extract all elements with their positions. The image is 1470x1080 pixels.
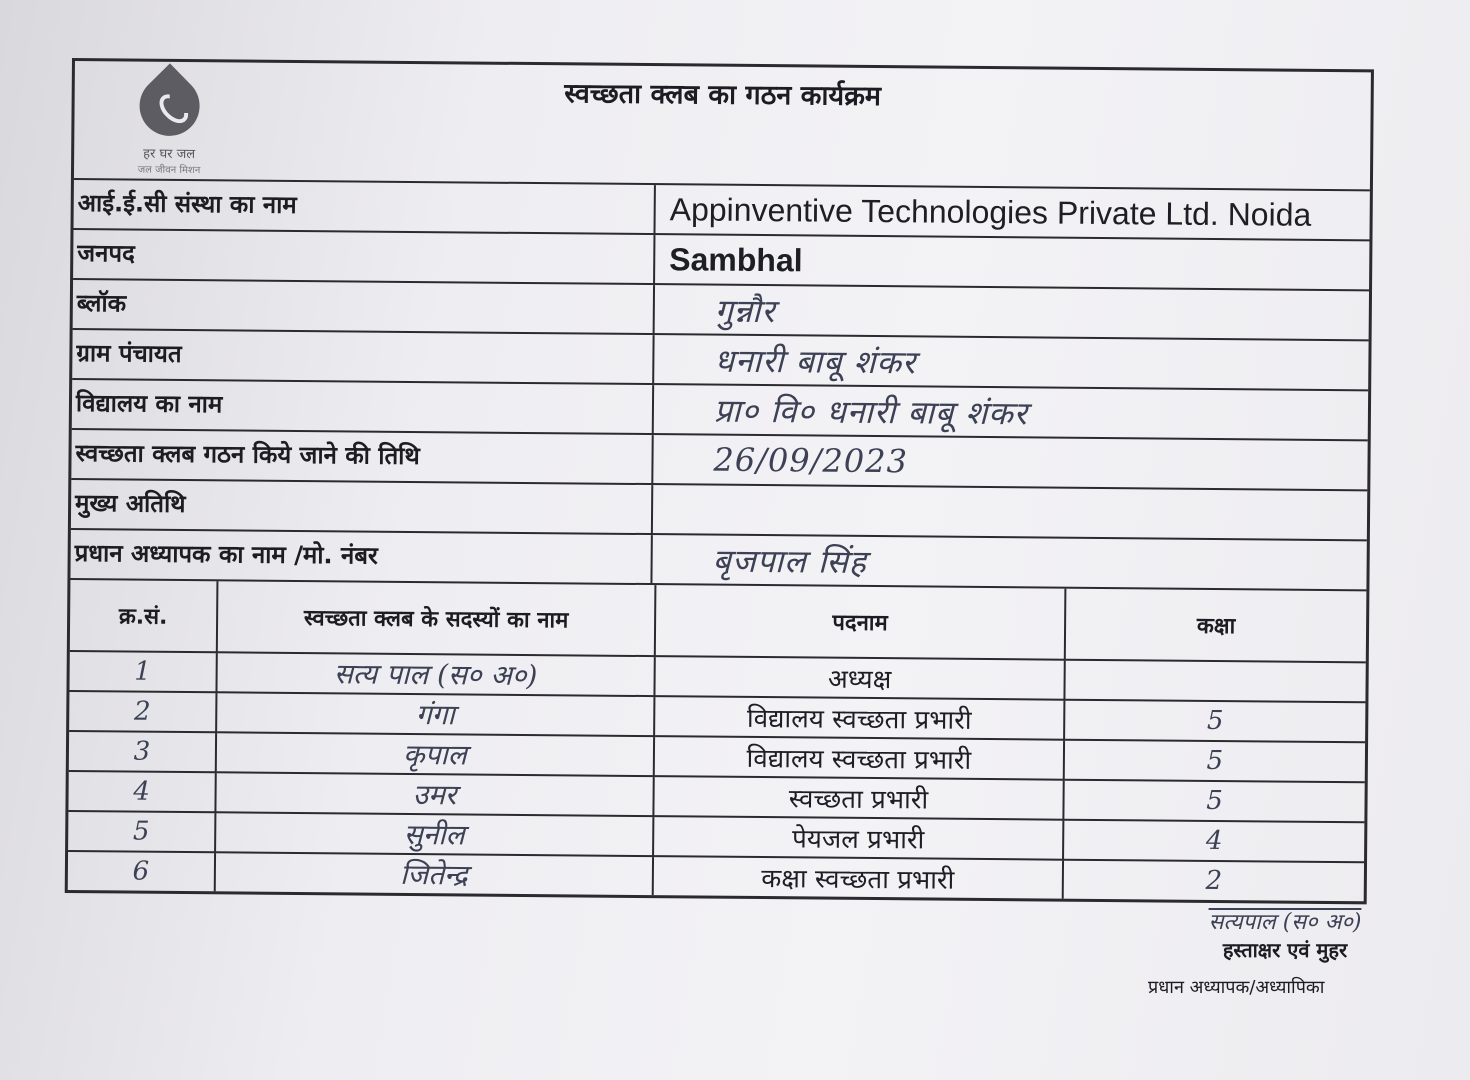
field-label: विद्यालय का नाम xyxy=(72,380,654,433)
signature-label: हस्ताक्षर एवं मुहर xyxy=(1222,938,1348,962)
signature-designation: प्रधान अध्यापक/अध्यापिका xyxy=(1148,977,1325,998)
signature-block xyxy=(1140,906,1430,999)
class-cell: 5 xyxy=(1063,780,1364,823)
field-label: ब्लॉक xyxy=(73,280,655,333)
logo-text-line1: हर घर जल xyxy=(143,146,196,163)
field-value: Appinventive Technologies Private Ltd. Noida xyxy=(669,190,1312,233)
member-name-cell: उमर xyxy=(215,772,653,816)
header-class: कक्षा xyxy=(1065,589,1367,663)
designation-cell: विद्यालय स्वच्छता प्रभारी xyxy=(654,736,1064,780)
member-name-cell: गंगा xyxy=(216,692,654,736)
class-cell: 5 xyxy=(1064,700,1365,743)
serial-number-cell: 4 xyxy=(68,771,215,812)
handwritten-signature: सत्यपाल (स० अ०) xyxy=(1208,910,1362,935)
form-title: स्वच्छता क्लब का गठन कार्यक्रम xyxy=(564,78,882,113)
class-cell: 4 xyxy=(1063,820,1364,863)
field-label: ग्राम पंचायत xyxy=(72,330,654,383)
serial-number-cell: 1 xyxy=(69,651,216,692)
header-member-name: स्वच्छता क्लब के सदस्यों का नाम xyxy=(217,581,656,656)
field-label: मुख्य अतिथि xyxy=(71,480,653,533)
field-value: Sambhal xyxy=(669,240,803,278)
form-header xyxy=(74,61,1371,191)
field-value: 26/09/2023 xyxy=(713,440,909,481)
field-label: आई.ई.सी संस्था का नाम xyxy=(74,180,656,233)
serial-number-cell: 6 xyxy=(68,851,215,891)
members-table-body xyxy=(68,651,1366,901)
class-cell: 5 xyxy=(1064,740,1365,783)
designation-cell: पेयजल प्रभारी xyxy=(653,816,1063,860)
field-value: गुन्नौर xyxy=(714,291,776,330)
serial-number-cell: 5 xyxy=(68,811,215,852)
designation-cell: अध्यक्ष xyxy=(654,656,1064,700)
member-name-cell: जितेन्द्र xyxy=(215,852,653,895)
field-label: जनपद xyxy=(73,230,655,283)
class-cell: 2 xyxy=(1063,860,1364,902)
members-table xyxy=(68,580,1367,901)
field-value: प्रा० वि० धनारी बाबू शंकर xyxy=(713,391,1029,432)
designation-cell: विद्यालय स्वच्छता प्रभारी xyxy=(654,696,1064,740)
member-name-cell: कृपाल xyxy=(216,732,654,776)
members-table-header-row xyxy=(70,580,1367,662)
designation-cell: स्वच्छता प्रभारी xyxy=(653,776,1063,820)
class-cell xyxy=(1064,660,1365,703)
field-value: बृजपाल सिंह xyxy=(712,541,868,581)
header-serial: क्र.सं. xyxy=(70,580,218,652)
field-label: प्रधान अध्यापक का नाम /मो. नंबर xyxy=(70,530,652,583)
logo-text-line2: जल जीवन मिशन xyxy=(137,164,201,177)
header-designation: पदनाम xyxy=(655,585,1066,660)
form-fields xyxy=(70,180,1369,591)
serial-number-cell: 2 xyxy=(69,691,216,732)
field-label: स्वच्छता क्लब गठन किये जाने की तिथि xyxy=(71,430,653,483)
member-name-cell: सत्य पाल (स० अ०) xyxy=(216,652,654,696)
serial-number-cell: 3 xyxy=(69,731,216,772)
club-formation-form xyxy=(65,58,1374,904)
designation-cell: कक्षा स्वच्छता प्रभारी xyxy=(653,856,1063,899)
field-value xyxy=(653,485,1367,539)
field-value: धनारी बाबू शंकर xyxy=(714,341,917,381)
member-name-cell: सुनील xyxy=(215,812,653,856)
